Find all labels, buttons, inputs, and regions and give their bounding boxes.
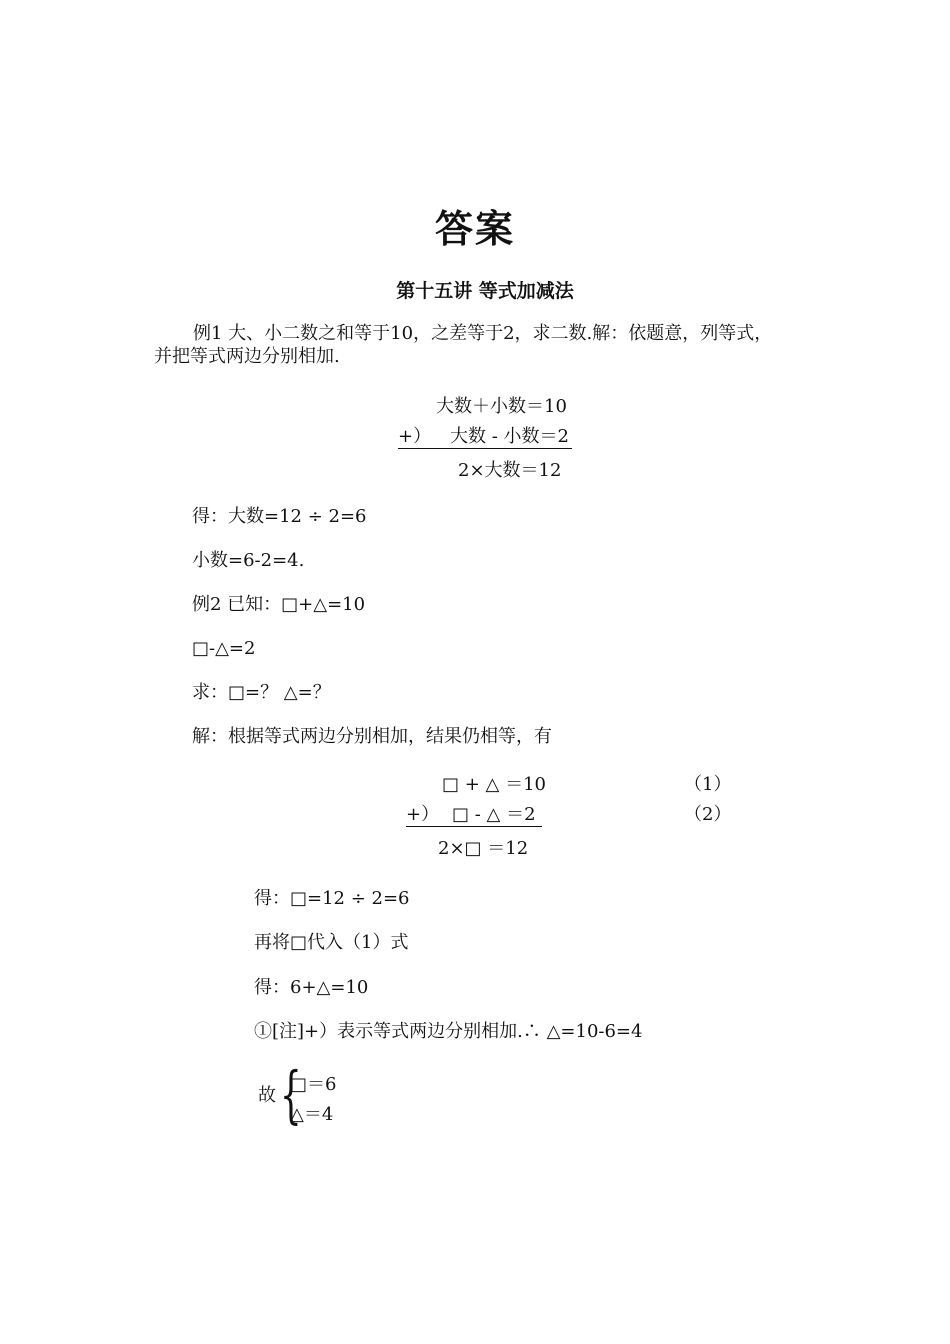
conclusion-label: 故 [258,1085,276,1106]
example2-sum-rule [406,826,542,827]
example2-equation-tag2: （2） [684,804,732,825]
example1-plus-sign: +） [398,426,432,447]
example1-text-line1: 例1 大、小二数之和等于10，之差等于2，求二数.解：依题意，列等式， [193,323,773,344]
example2-note: ①[注]+）表示等式两边分别相加.∴ △=10-6=4 [254,1021,643,1042]
example1-text-line2: 并把等式两边分别相加. [154,346,340,367]
example2-plus-sign: +） [406,804,440,825]
conclusion-line2: △＝4 [290,1104,334,1125]
example1-equation-row1: 大数＋小数＝10 [436,396,567,417]
example2-given-line2: □-△=2 [192,638,256,659]
example2-given-line1: 例2 已知：□+△=10 [192,594,366,615]
example1-result-line2: 小数=6-2=4. [192,550,305,571]
example2-equation-result: 2×□ ＝12 [438,838,529,859]
example2-substitute-line: 再将□代入（1）式 [254,932,409,953]
example2-result-line1: 得：□=12 ÷ 2=6 [254,888,410,909]
curly-brace: { [280,1058,302,1131]
example2-equation-row1: □ + △ ＝10 [442,774,547,795]
page-title: 答案 [434,207,515,251]
example1-equation-row2: 大数 - 小数＝2 [450,426,569,447]
lecture-subtitle: 第十五讲 等式加减法 [396,280,574,302]
example2-equation-row2: □ - △ ＝2 [452,804,536,825]
example2-equation-tag1: （1） [684,774,732,795]
example1-equation-result: 2×大数＝12 [458,460,562,481]
conclusion-line1: □＝6 [290,1074,337,1095]
example2-question: 求：□=？ △=？ [192,682,331,703]
example1-sum-rule [398,448,572,449]
example2-solution-intro: 解：根据等式两边分别相加，结果仍相等，有 [192,726,552,747]
example1-result-line1: 得：大数=12 ÷ 2=6 [192,506,367,527]
example2-result-line2: 得：6+△=10 [254,977,369,998]
